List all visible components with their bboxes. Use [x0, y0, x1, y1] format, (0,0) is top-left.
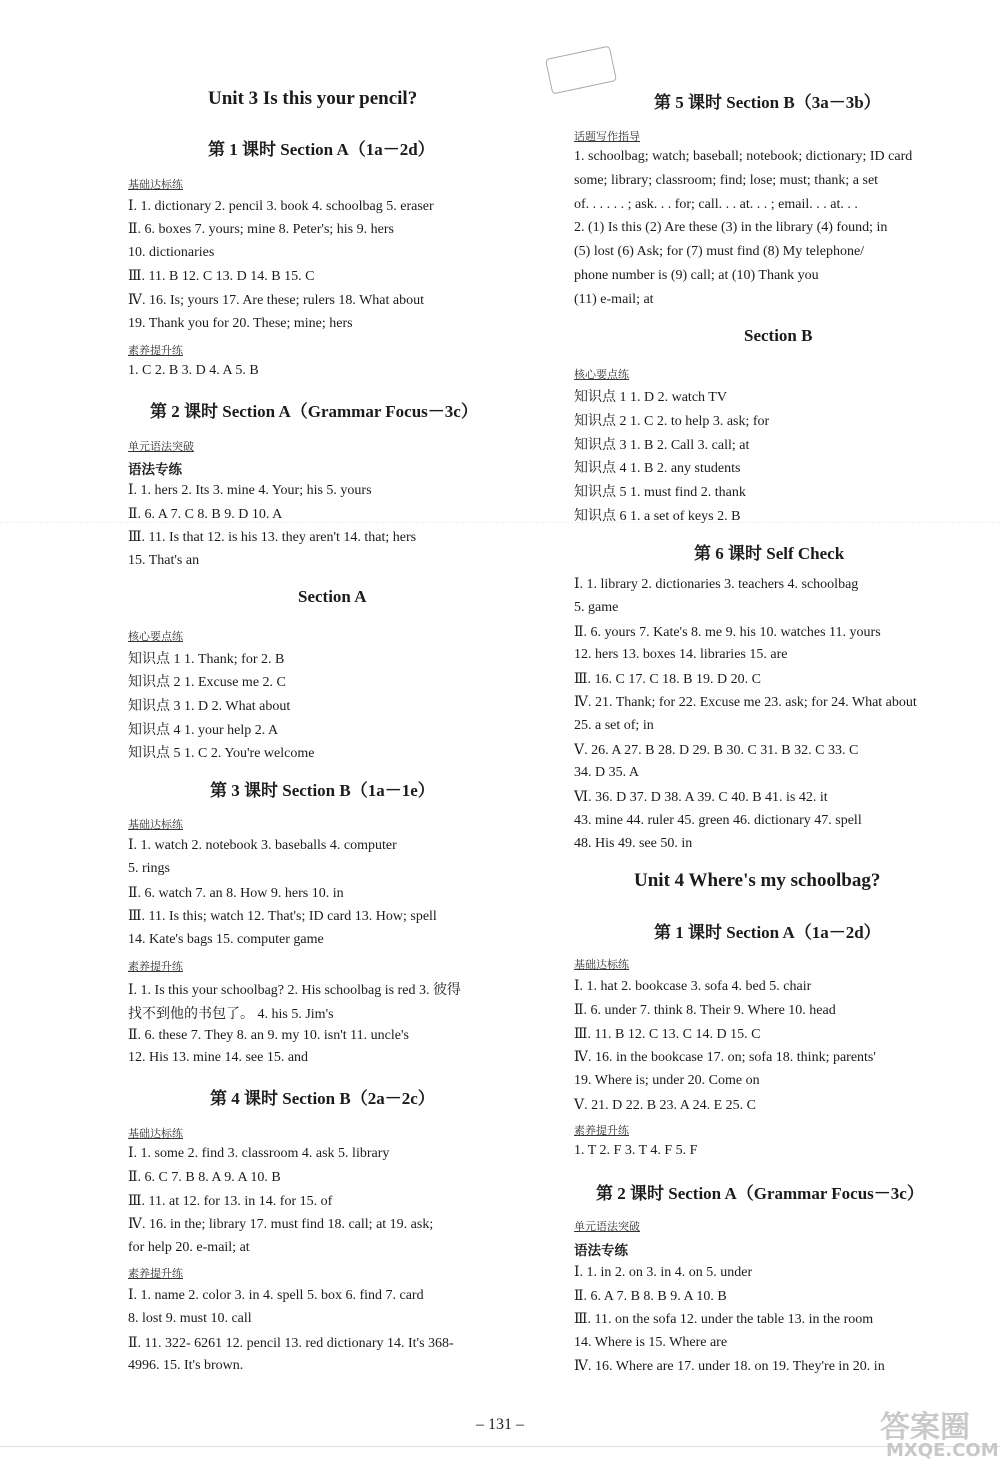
exercise-label: 基础达标练 — [128, 1127, 183, 1140]
watermark-logo: 答案圈 — [880, 1410, 970, 1445]
answer-line: 14. Kate's bags 15. computer game — [128, 932, 324, 947]
answer-line: 知识点 1 1. Thank; for 2. B — [128, 652, 285, 667]
answer-line: Ⅰ. 1. Is this your schoolbag? 2. His schoolbag is red 3. 彼得 — [128, 983, 461, 998]
answer-line: Ⅴ. 21. D 22. B 23. A 24. E 25. C — [574, 1098, 757, 1113]
answer-line: Ⅱ. 6. A 7. C 8. B 9. D 10. A — [128, 507, 283, 522]
lesson-heading: 第 2 课时 Section A（Grammar Focus－3c） — [150, 402, 478, 421]
answer-line: Ⅰ. 1. in 2. on 3. in 4. on 5. under — [574, 1265, 753, 1280]
lesson-heading: 第 5 课时 Section B（3a－3b） — [654, 93, 881, 112]
exercise-label: 话题写作指导 — [574, 130, 640, 143]
answer-line: Ⅱ. 6. C 7. B 8. A 9. A 10. B — [128, 1170, 281, 1185]
answer-line: 知识点 2 1. C 2. to help 3. ask; for — [574, 414, 770, 429]
answer-line: 知识点 5 1. C 2. You're welcome — [128, 746, 315, 761]
answer-line: 5. rings — [128, 861, 170, 876]
lesson-heading: Section A — [298, 587, 367, 606]
answer-line: Ⅰ. 1. watch 2. notebook 3. baseballs 4. computer — [128, 838, 397, 853]
stamp-mark — [545, 46, 617, 95]
answer-line: 15. That's an — [128, 553, 200, 568]
answer-line: 19. Thank you for 20. These; mine; hers — [128, 316, 353, 331]
answer-line: Ⅳ. 16. in the bookcase 17. on; sofa 18. think; parents' — [574, 1050, 876, 1065]
exercise-label: 核心要点练 — [574, 368, 629, 381]
answer-line: 14. Where is 15. Where are — [574, 1335, 728, 1350]
answer-line: Ⅰ. 1. hers 2. Its 3. mine 4. Your; his 5. yours — [128, 483, 372, 498]
answer-line: Ⅵ. 36. D 37. D 38. A 39. C 40. B 41. is 42. it — [574, 790, 828, 805]
answer-line: of. . . . . . ; ask. . . for; call. . . at. . . ; email. . . at. . . — [574, 197, 858, 212]
answer-line: Ⅰ. 1. dictionary 2. pencil 3. book 4. schoolbag 5. eraser — [128, 199, 434, 214]
answer-line: Ⅱ. 6. yours 7. Kate's 8. me 9. his 10. watches 11. yours — [574, 625, 881, 640]
lesson-heading: 第 1 课时 Section A（1a－2d） — [208, 140, 435, 159]
answer-line: 19. Where is; under 20. Come on — [574, 1073, 760, 1088]
lesson-heading: 第 4 课时 Section B（2a－2c） — [210, 1089, 435, 1108]
answer-line: Ⅲ. 11. B 12. C 13. C 14. D 15. C — [574, 1027, 761, 1042]
lesson-heading: Section B — [744, 326, 813, 345]
answer-line: Ⅳ. 16. Is; yours 17. Are these; rulers 18. What about — [128, 293, 425, 308]
answer-line: Ⅰ. 1. library 2. dictionaries 3. teachers 4. schoolbag — [574, 577, 859, 592]
unit-title: Unit 4 Where's my schoolbag? — [634, 870, 881, 891]
answer-line: Ⅲ. 11. B 12. C 13. D 14. B 15. C — [128, 269, 315, 284]
answer-line: 25. a set of; in — [574, 718, 654, 733]
unit-title: Unit 3 Is this your pencil? — [208, 88, 418, 109]
answer-line: Ⅱ. 6. under 7. think 8. Their 9. Where 10. head — [574, 1003, 836, 1018]
lesson-heading: 第 1 课时 Section A（1a－2d） — [654, 923, 881, 942]
answer-line: Ⅰ. 1. hat 2. bookcase 3. sofa 4. bed 5. chair — [574, 979, 812, 994]
lesson-heading: 第 6 课时 Self Check — [694, 544, 845, 563]
answer-line: Ⅳ. 21. Thank; for 22. Excuse me 23. ask; for 24. What about — [574, 695, 917, 710]
answer-line: 知识点 1 1. D 2. watch TV — [574, 390, 727, 405]
answer-line: (11) e-mail; at — [574, 292, 654, 307]
lesson-heading: 第 3 课时 Section B（1a－1e） — [210, 781, 435, 800]
answer-line: 5. game — [574, 600, 619, 615]
answer-line: phone number is (9) call; at (10) Thank you — [574, 268, 819, 283]
answer-line: 8. lost 9. must 10. call — [128, 1311, 252, 1326]
answer-line: 知识点 5 1. must find 2. thank — [574, 485, 746, 500]
answer-line: Ⅳ. 16. Where are 17. under 18. on 19. They're in 20. in — [574, 1359, 885, 1374]
footer-rule — [0, 1446, 1000, 1447]
answer-line: 知识点 6 1. a set of keys 2. B — [574, 509, 741, 524]
answer-line: 1. T 2. F 3. T 4. F 5. F — [574, 1143, 698, 1158]
answer-line: 找不到他的书包了。 4. his 5. Jim's — [128, 1007, 334, 1022]
answer-line: Ⅲ. 11. Is this; watch 12. That's; ID card 13. How; spell — [128, 909, 437, 924]
answer-line: 知识点 4 1. your help 2. A — [128, 723, 279, 738]
exercise-label: 基础达标练 — [128, 178, 183, 191]
answer-line: Ⅲ. 11. at 12. for 13. in 14. for 15. of — [128, 1194, 333, 1209]
answer-line: 12. His 13. mine 14. see 15. and — [128, 1050, 309, 1065]
answer-line: 10. dictionaries — [128, 245, 215, 260]
answer-line: 48. His 49. see 50. in — [574, 836, 693, 851]
answer-line: 43. mine 44. ruler 45. green 46. dictionary 47. spell — [574, 813, 862, 828]
answer-line: 知识点 3 1. B 2. Call 3. call; at — [574, 438, 750, 453]
exercise-label: 素养提升练 — [574, 1124, 629, 1137]
answer-line: 2. (1) Is this (2) Are these (3) in the library (4) found; in — [574, 220, 888, 235]
lesson-heading: 第 2 课时 Section A（Grammar Focus－3c） — [596, 1184, 924, 1203]
answer-line: Ⅲ. 11. on the sofa 12. under the table 13. in the room — [574, 1312, 874, 1327]
answer-line: 知识点 3 1. D 2. What about — [128, 699, 291, 714]
answer-line: 1. schoolbag; watch; baseball; notebook; dictionary; ID card — [574, 149, 913, 164]
answer-line: Ⅱ. 6. boxes 7. yours; mine 8. Peter's; his 9. hers — [128, 222, 394, 237]
exercise-label: 基础达标练 — [574, 958, 629, 971]
answer-line: Ⅱ. 6. watch 7. an 8. How 9. hers 10. in — [128, 886, 344, 901]
answer-line: Ⅲ. 16. C 17. C 18. B 19. D 20. C — [574, 672, 761, 687]
answer-line: for help 20. e-mail; at — [128, 1240, 250, 1255]
answer-line: (5) lost (6) Ask; for (7) must find (8) My telephone/ — [574, 244, 865, 259]
exercise-label: 素养提升练 — [128, 960, 183, 973]
exercise-label: 素养提升练 — [128, 1267, 183, 1280]
page-number: – 131 – — [476, 1416, 524, 1433]
answer-line: Ⅳ. 16. in the; library 17. must find 18. call; at 19. ask; — [128, 1217, 434, 1232]
category-label: 语法专练 — [128, 462, 182, 478]
answer-line: Ⅱ. 6. these 7. They 8. an 9. my 10. isn't 11. uncle's — [128, 1028, 409, 1043]
answer-line: Ⅰ. 1. name 2. color 3. in 4. spell 5. box 6. find 7. card — [128, 1288, 424, 1303]
answer-line: Ⅲ. 11. Is that 12. is his 13. they aren't 14. that; hers — [128, 530, 417, 545]
answer-line: 12. hers 13. boxes 14. libraries 15. are — [574, 647, 788, 662]
exercise-label: 基础达标练 — [128, 818, 183, 831]
category-label: 语法专练 — [574, 1243, 628, 1259]
answer-line: Ⅱ. 6. A 7. B 8. B 9. A 10. B — [574, 1289, 727, 1304]
exercise-label: 单元语法突破 — [128, 440, 194, 453]
answer-line: Ⅴ. 26. A 27. B 28. D 29. B 30. C 31. B 32. C 33. C — [574, 743, 859, 758]
exercise-label: 单元语法突破 — [574, 1220, 640, 1233]
answer-line: Ⅱ. 11. 322- 6261 12. pencil 13. red dictionary 14. It's 368- — [128, 1336, 454, 1351]
exercise-label: 素养提升练 — [128, 344, 183, 357]
exercise-label: 核心要点练 — [128, 630, 183, 643]
answer-line: 4996. 15. It's brown. — [128, 1358, 244, 1373]
answer-line: 1. C 2. B 3. D 4. A 5. B — [128, 363, 259, 378]
watermark-url: MXQE.COM — [886, 1440, 999, 1461]
answer-line: 34. D 35. A — [574, 765, 639, 780]
answer-line: 知识点 4 1. B 2. any students — [574, 461, 741, 476]
answer-line: 知识点 2 1. Excuse me 2. C — [128, 675, 286, 690]
answer-line: Ⅰ. 1. some 2. find 3. classroom 4. ask 5. library — [128, 1146, 390, 1161]
answer-line: some; library; classroom; find; lose; must; thank; a set — [574, 173, 879, 188]
